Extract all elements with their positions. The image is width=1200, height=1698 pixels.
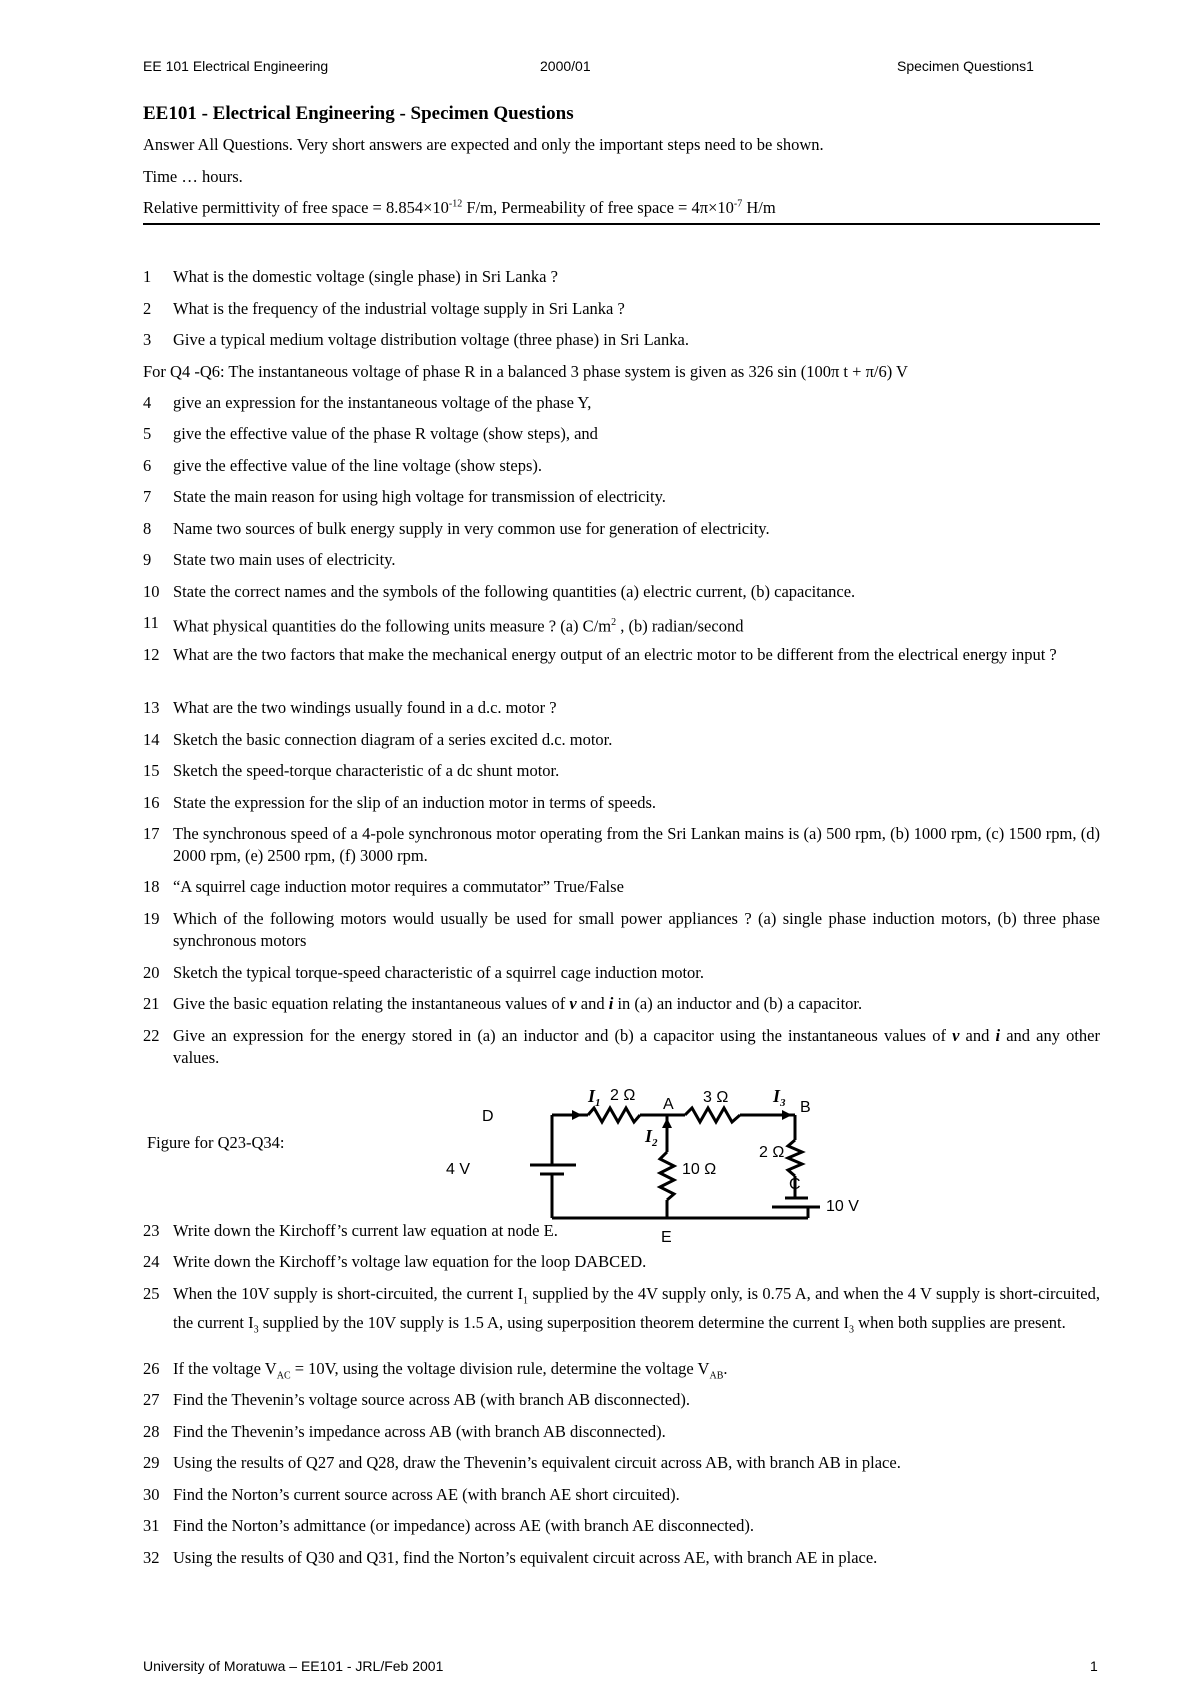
node-a-label: A — [663, 1096, 674, 1113]
current-arrow-i1 — [572, 1110, 582, 1120]
current-arrow-i2 — [662, 1118, 672, 1128]
question-item: 7 State the main reason for using high voltage for transmission of electricity. — [143, 487, 666, 506]
resistor-ab-label: 3 Ω — [703, 1089, 729, 1106]
question-item: 14 Sketch the basic connection diagram of a series excited d.c. motor. — [143, 730, 613, 749]
question-item: 15 Sketch the speed-torque characteristic of a dc shunt motor. — [143, 761, 560, 780]
question-item: 4 give an expression for the instantaneous voltage of the phase Y, — [143, 393, 592, 412]
resistor-ae-label: 10 Ω — [682, 1161, 717, 1178]
question-item: 1 What is the domestic voltage (single phase) in Sri Lanka ? — [143, 267, 558, 286]
current-i2-label: $I_2$ — [645, 1126, 658, 1149]
battery-4v-label: 4 V — [446, 1161, 471, 1178]
question-item: 19 Which of the following motors would usually be used for small power appliances ? (a) single phase induction motors, (b) three phase synchronous motors — [143, 909, 1100, 950]
question-item: 17 The synchronous speed of a 4-pole synchronous motor operating from the Sri Lankan mains is (a) 500 rpm, (b) 1000 rpm, (c) 1500 rpm, (d) 2000 rpm, (e) 2500 rpm, (f) 3000 rpm. — [143, 824, 1100, 865]
question-item: 3 Give a typical medium voltage distribution voltage (three phase) in Sri Lanka. — [143, 330, 689, 349]
node-e-label: E — [661, 1229, 672, 1246]
question-item: 5 give the effective value of the phase R voltage (show steps), and — [143, 424, 598, 443]
current-i1-label: $I_1$ — [588, 1086, 601, 1109]
node-b-label: B — [800, 1099, 811, 1116]
current-arrow-i3 — [782, 1110, 792, 1120]
page-title: EE101 - Electrical Engineering - Specimen Questions — [143, 103, 574, 124]
physical-constants: Relative permittivity of free space = $8.854\times 10^{-12}$ F/m, Permeability of free space = $4\pi\times 10^{-7}$ H/m — [143, 198, 776, 217]
question-item: 21 Give the basic equation relating the instantaneous values of v and i in (a) an inductor and (b) a capacitor. — [143, 994, 863, 1013]
question-item: 2 What is the frequency of the industrial voltage supply in Sri Lanka ? — [143, 299, 625, 318]
question-item: 22 Give an expression for the energy stored in (a) an inductor and (b) a capacitor using the instantaneous values of v and i and any other values. — [143, 1026, 1100, 1067]
question-item: 11 What physical quantities do the following units measure ? (a) $C/m^2$ , (b) radian/second — [143, 613, 744, 636]
figure-caption: Figure for Q23-Q34: — [147, 1133, 285, 1152]
question-item: 20 Sketch the typical torque-speed characteristic of a squirrel cage induction motor. — [143, 963, 705, 982]
question-item: 28 Find the Thevenin’s impedance across AB (with branch AB disconnected). — [143, 1422, 666, 1441]
question-item: 18 “A squirrel cage induction motor requires a commutator” True/False — [143, 877, 624, 896]
resistor-2ohm-da — [588, 1108, 640, 1122]
footer-text: University of Moratuwa – EE101 - JRL/Feb 2001 — [143, 1658, 444, 1674]
resistor-10ohm-ae — [660, 1152, 674, 1200]
question-item: 24 Write down the Kirchoff’s voltage law equation for the loop DABCED. — [143, 1252, 647, 1271]
question-item: 31 Find the Norton’s admittance (or impedance) across AE (with branch AE disconnected). — [143, 1516, 754, 1535]
node-c-label: C — [789, 1176, 801, 1193]
resistor-2ohm-bc — [788, 1140, 802, 1176]
question-item: 30 Find the Norton’s current source across AE (with branch AE short circuited). — [143, 1485, 680, 1504]
header-center: 2000/01 — [540, 58, 591, 74]
header-right: Specimen Questions1 — [897, 58, 1034, 74]
node-d-label: D — [482, 1108, 494, 1125]
question-item: 16 State the expression for the slip of an induction motor in terms of speeds. — [143, 793, 656, 812]
header-rule — [143, 223, 1100, 225]
question-item: 32 Using the results of Q30 and Q31, find the Norton’s equivalent circuit across AE, with branch AE in place. — [143, 1548, 878, 1567]
time-allowed: Time … hours. — [143, 167, 243, 186]
instructions: Answer All Questions. Very short answers are expected and only the important steps need to be shown. — [143, 135, 824, 154]
question-item: 6 give the effective value of the line voltage (show steps). — [143, 456, 542, 475]
question-item: 29 Using the results of Q27 and Q28, draw the Thevenin’s equivalent circuit across AB, with branch AB in place. — [143, 1453, 901, 1472]
question-item: 25 When the 10V supply is short-circuited, the current $I_1$ supplied by the 4V supply only, is 0.75 A, and when the 4 V supply is short-circuited, the current $I_3$ supplied by the 10V supply is 1.5 A, using superposition theorem determine the current $I_3$ when both supplies are present. — [143, 1284, 1100, 1336]
question-item: 9 State two main uses of electricity. — [143, 550, 396, 569]
question-item: 26 If the voltage $V_{AC} = 10V$, using the voltage division rule, determine the voltage $V_{AB}$. — [143, 1359, 728, 1382]
question-item: 12 What are the two factors that make the mechanical energy output of an electric motor to be different from the electrical energy input ? — [143, 645, 1057, 664]
question-item: 13 What are the two windings usually found in a d.c. motor ? — [143, 698, 557, 717]
resistor-da-label: 2 Ω — [610, 1087, 636, 1104]
battery-10v-label: 10 V — [826, 1198, 859, 1215]
resistor-3ohm-ab — [685, 1108, 740, 1122]
header-left: EE 101 Electrical Engineering — [143, 58, 329, 74]
question-item: 8 Name two sources of bulk energy supply in very common use for generation of electricity. — [143, 519, 770, 538]
page-number: 1 — [1090, 1658, 1098, 1674]
question-item: 10 State the correct names and the symbols of the following quantities (a) electric current, (b) capacitance. — [143, 582, 856, 601]
question-item: 27 Find the Thevenin’s voltage source across AB (with branch AB disconnected). — [143, 1390, 691, 1409]
preamble-q4-q6: For Q4 -Q6: The instantaneous voltage of phase R in a balanced 3 phase system is given as 326 sin (100π t + π/6) V — [143, 362, 908, 381]
question-item: 23 Write down the Kirchoff’s current law equation at node E. — [143, 1221, 558, 1240]
resistor-bc-label: 2 Ω — [759, 1144, 785, 1161]
current-i3-label: $I_3$ — [773, 1086, 786, 1109]
